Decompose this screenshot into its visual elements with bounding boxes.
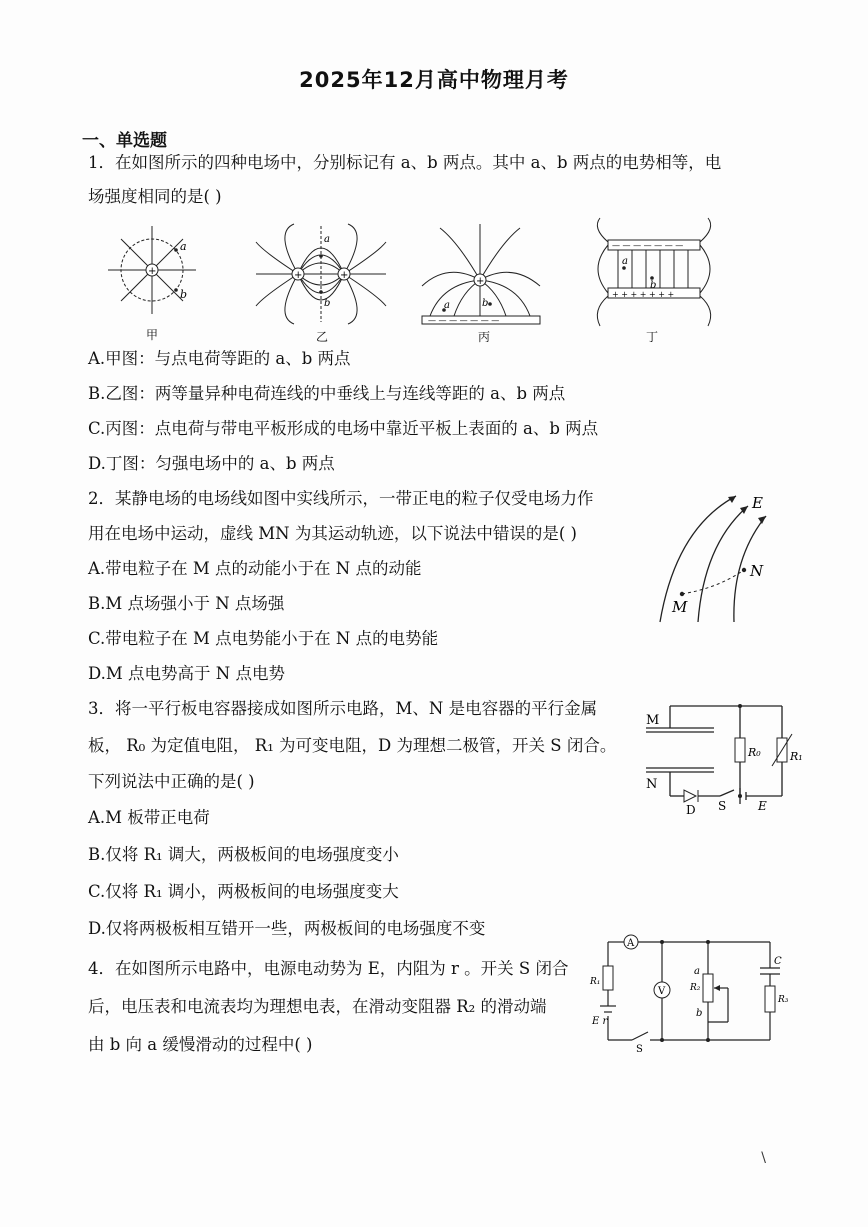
- fig-label-a: a: [694, 966, 700, 977]
- q1-figure-jia: [104, 222, 200, 318]
- fig-label-r2: R₂: [690, 983, 701, 993]
- q1-caption-yi: 乙: [315, 330, 328, 344]
- svg-text:+: +: [340, 270, 349, 281]
- fig-label-s: S: [718, 799, 727, 813]
- q1-option-d: D.丁图：匀强电场中的 a、b 两点: [88, 454, 335, 473]
- q3-option-d: D.仅将两极板相互错开一些，两极板间的电场强度不变: [88, 919, 486, 938]
- q1-figure-yi: [254, 222, 388, 326]
- svg-text:+: +: [476, 276, 485, 287]
- q1-caption-bing: 丙: [477, 330, 490, 344]
- voltmeter-icon: V: [658, 986, 666, 997]
- q3-option-b: B.仅将 R₁ 调大，两极板间的电场强度变小: [88, 845, 399, 864]
- fig-label-b: b: [696, 1008, 703, 1019]
- page-title: 2025年12月高中物理月考: [299, 68, 569, 92]
- q2-stem-line2: 用在电场中运动，虚线 MN 为其运动轨迹，以下说法中错误的是( ): [88, 524, 577, 543]
- fig-label-er: E r: [592, 1016, 608, 1027]
- fig-label-r3: R₃: [778, 995, 789, 1005]
- fig-label-b: b: [180, 288, 188, 301]
- fig-label-s: S: [636, 1044, 643, 1054]
- fig-label-m: M: [672, 598, 688, 616]
- section-heading: 一、单选题: [82, 131, 167, 151]
- fig-label-e: E: [758, 799, 767, 813]
- svg-text:+: +: [294, 270, 303, 281]
- q4-figure-circuit: [588, 928, 790, 1054]
- q1-option-b: B.乙图：两等量异种电荷连线的中垂线上与连线等距的 a、b 两点: [88, 384, 566, 403]
- page-mark: \: [761, 1150, 766, 1166]
- q1-stem-line1: 1．在如图所示的四种电场中，分别标记有 a、b 两点。其中 a、b 两点的电势相等，电: [88, 153, 722, 172]
- q2-figure-field-lines: [648, 488, 778, 624]
- svg-text:— — — — — — —: — — — — — — —: [612, 241, 684, 250]
- fig-label-r1: R₁: [590, 977, 601, 987]
- fig-label-a: a: [324, 234, 330, 245]
- q1-stem-line2: 场强度相同的是( ): [88, 187, 222, 206]
- q2-option-a: A.带电粒子在 M 点的动能小于在 N 点的动能: [88, 559, 422, 578]
- q1-option-c: C.丙图：点电荷与带电平板形成的电场中靠近平板上表面的 a、b 两点: [88, 419, 599, 438]
- ammeter-icon: A: [627, 938, 635, 949]
- svg-text:+ + + + + + +: + + + + + + +: [612, 290, 675, 299]
- q4-stem-line2: 后，电压表和电流表均为理想电表，在滑动变阻器 R₂ 的滑动端: [88, 997, 547, 1016]
- q2-option-b: B.M 点场强小于 N 点场强: [88, 594, 285, 613]
- q2-stem-line1: 2．某静电场的电场线如图中实线所示，一带正电的粒子仅受电场力作: [88, 489, 594, 508]
- q2-option-c: C.带电粒子在 M 点电势能小于在 N 点的电势能: [88, 629, 439, 648]
- fig-label-c: C: [774, 956, 782, 967]
- q1-figure-bing: [418, 222, 544, 326]
- q3-option-a: A.M 板带正电荷: [88, 808, 210, 827]
- q3-option-c: C.仅将 R₁ 调小，两极板间的电场强度变大: [88, 882, 399, 901]
- fig-label-b: b: [650, 280, 657, 291]
- fig-label-d: D: [686, 803, 696, 817]
- q3-stem-line3: 下列说法中正确的是( ): [88, 772, 255, 791]
- q4-stem-line1: 4．在如图所示电路中，电源电动势为 E，内阻为 r 。开关 S 闭合: [88, 959, 569, 978]
- q2-option-d: D.M 点电势高于 N 点电势: [88, 664, 285, 683]
- q1-caption-jia: 甲: [145, 328, 158, 342]
- q3-stem-line1: 3．将一平行板电容器接成如图所示电路，M、N 是电容器的平行金属: [88, 699, 598, 718]
- fig-label-b: b: [324, 298, 331, 309]
- fig-label-r0: R₀: [748, 746, 761, 759]
- fig-label-a: a: [180, 240, 187, 253]
- q3-stem-line2: 板， R₀ 为定值电阻， R₁ 为可变电阻，D 为理想二极管，开关 S 闭合。: [88, 736, 617, 755]
- q1-caption-ding: 丁: [645, 330, 658, 344]
- svg-text:+: +: [148, 266, 157, 277]
- fig-label-n-plate: N: [646, 777, 658, 792]
- fig-label-e: E: [752, 494, 763, 512]
- q1-option-a: A.甲图：与点电荷等距的 a、b 两点: [88, 349, 351, 368]
- fig-label-a: a: [444, 300, 450, 311]
- fig-label-n: N: [750, 562, 764, 580]
- q4-stem-line3: 由 b 向 a 缓慢滑动的过程中( ): [88, 1035, 313, 1054]
- fig-label-a: a: [622, 256, 628, 267]
- q1-figure-ding: [588, 216, 718, 330]
- fig-label-m-plate: M: [646, 713, 660, 728]
- fig-label-r1: R₁: [790, 750, 803, 763]
- fig-label-b: b: [482, 298, 489, 309]
- svg-text:— — — — — — —: — — — — — — —: [428, 316, 500, 325]
- q3-figure-circuit: [642, 698, 812, 818]
